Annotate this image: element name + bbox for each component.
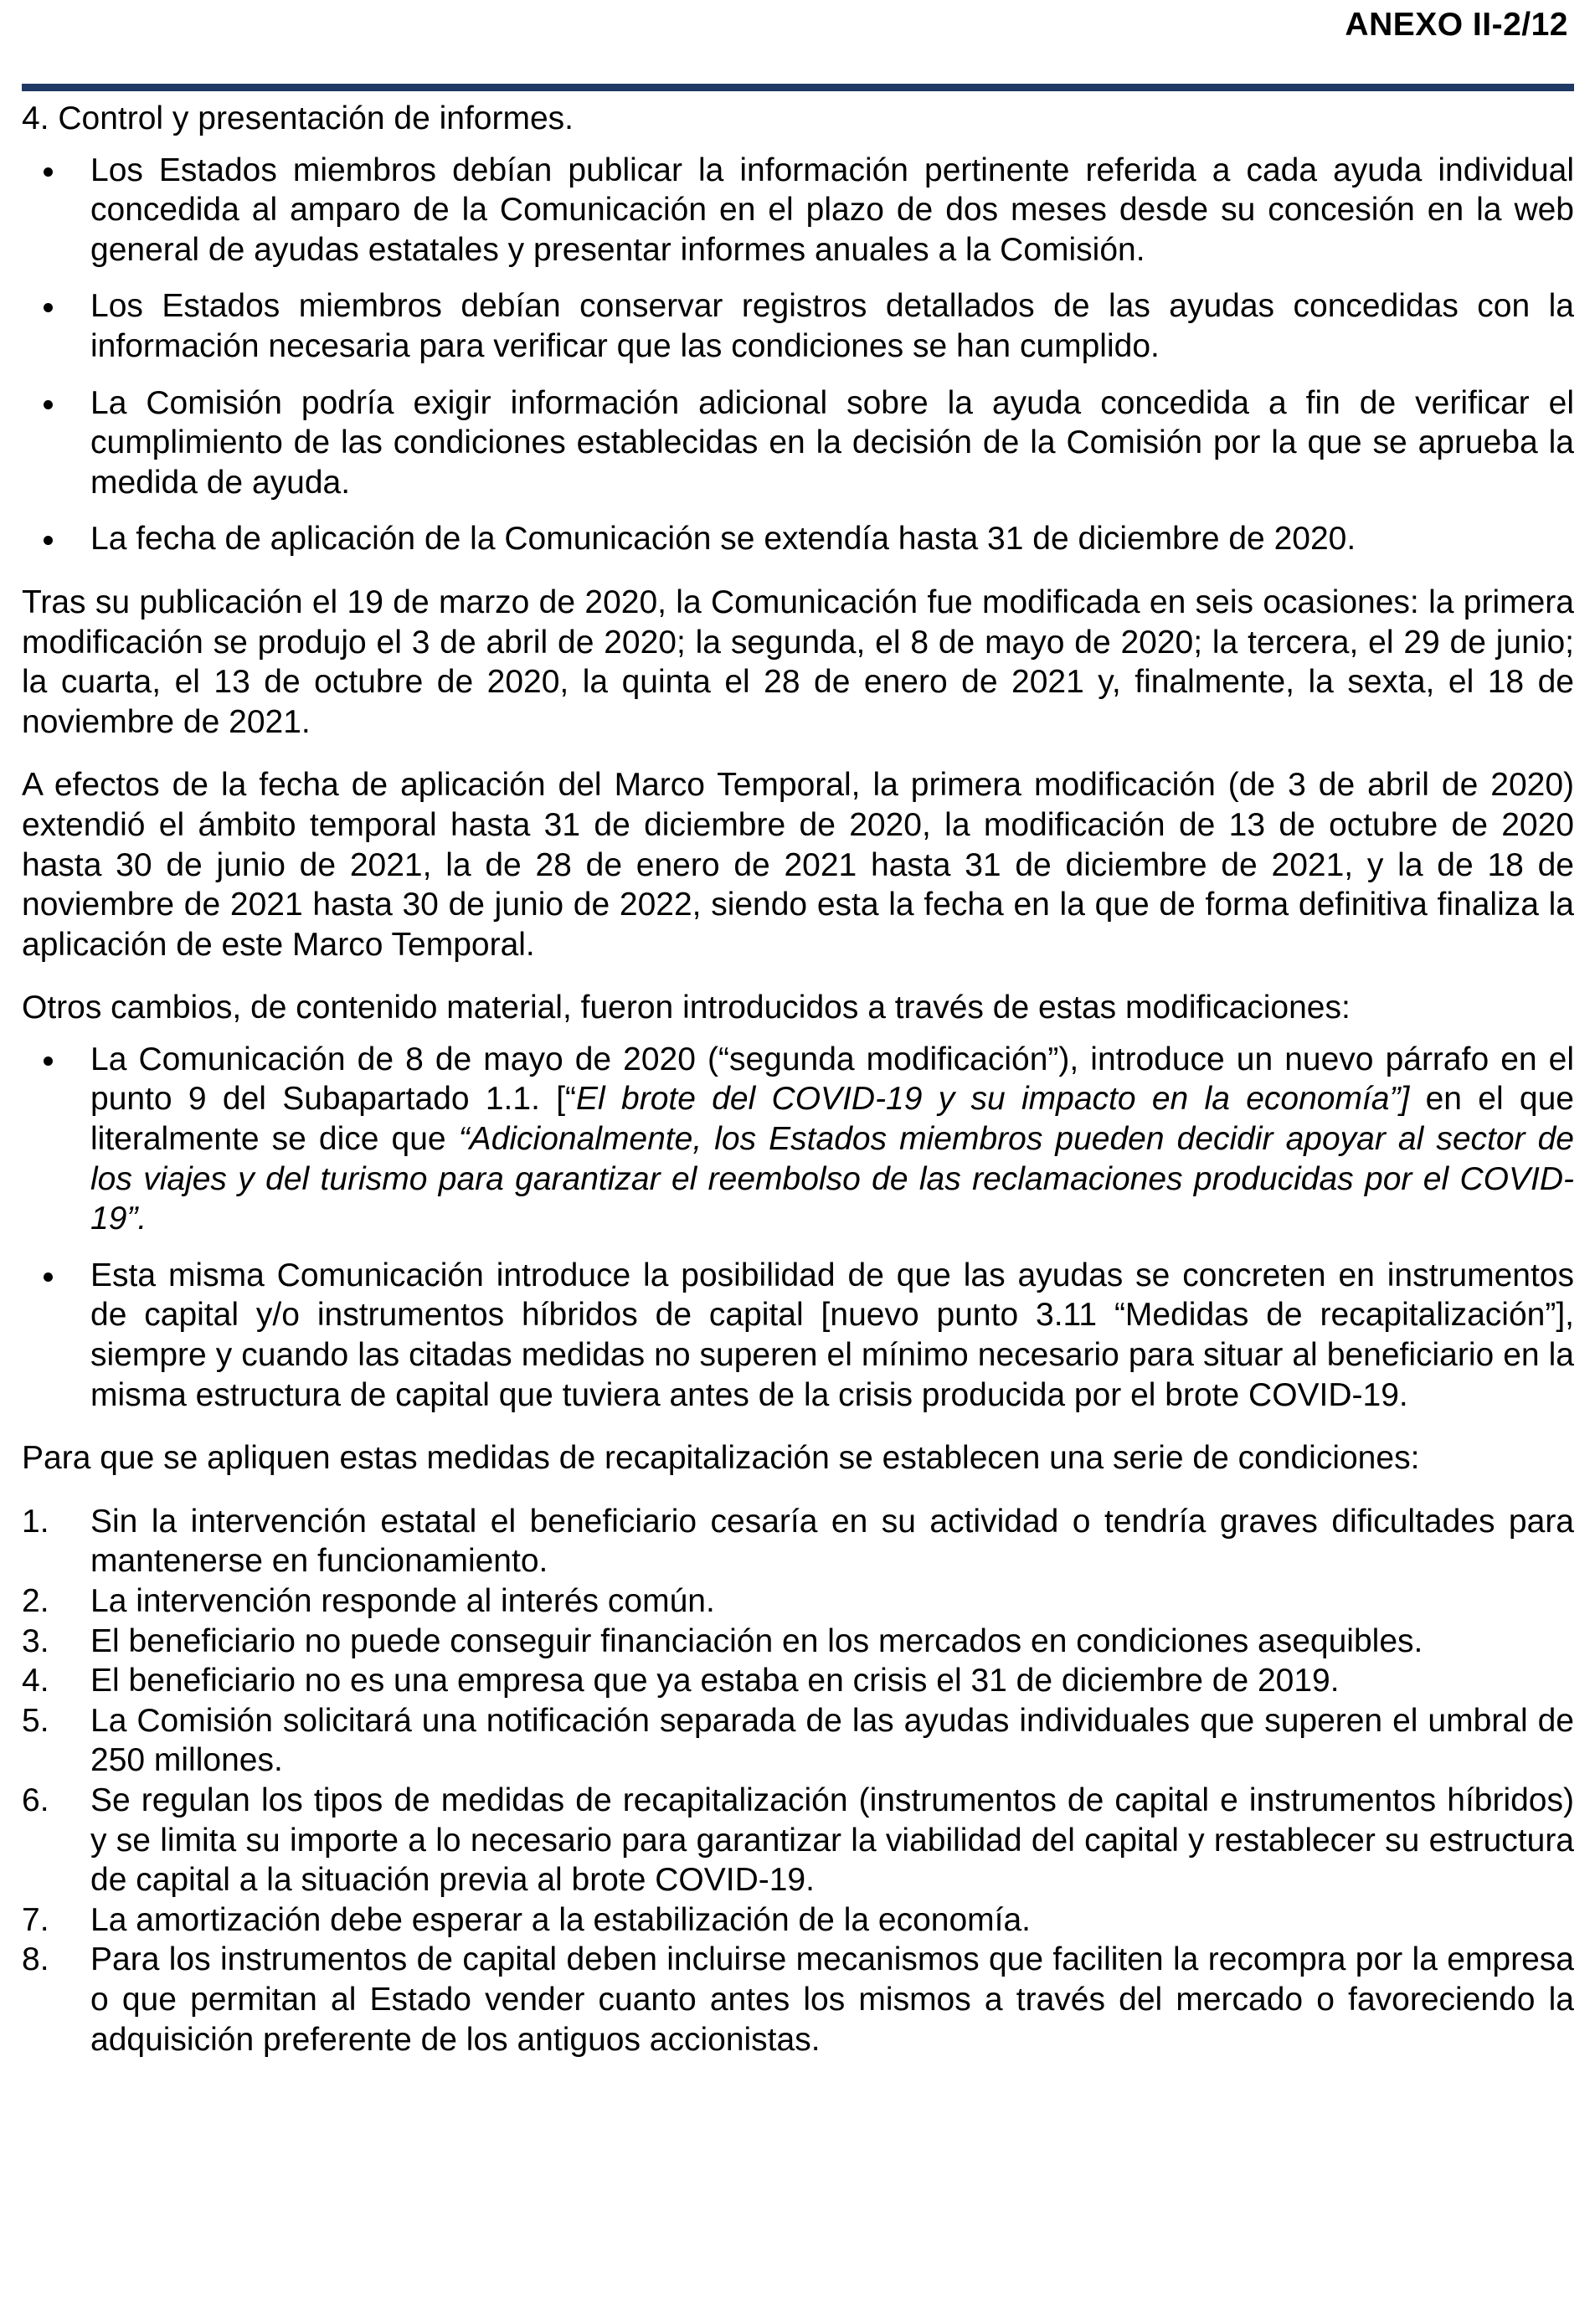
bullet-dot-icon	[44, 167, 53, 177]
condition-item	[22, 1781, 1574, 1900]
condition-text: La intervención responde al interés común.	[90, 1583, 715, 1619]
condition-item	[22, 1701, 1574, 1781]
bullet-text: Esta misma Comunicación introduce la posibilidad de que las ayudas se concreten en instrumentos de capital y/o instrumentos híbridos de capital [nuevo punto 3.11 “Medidas de recapitalización”], siempre y cuando las citadas medidas no superen el mínimo necesario para situar al beneficiario en la misma estructura de capital que tuviera antes de la crisis producida por el brote COVID-19.	[90, 1257, 1574, 1413]
condition-text: La Comisión solicitará una notificación separada de las ayudas individuales que superen el umbral de 250 millones.	[90, 1702, 1574, 1779]
bullet-text: en el que literalmente se dice que	[90, 1081, 1574, 1158]
condition-text: El beneficiario no es una empresa que ya estaba en crisis el 31 de diciembre de 2019.	[90, 1663, 1340, 1699]
condition-item	[22, 1502, 1574, 1581]
annex-page-label: ANEXO II-2/12	[1345, 7, 1568, 43]
bullet-dot-icon	[44, 400, 53, 409]
paragraph-conditions-intro: Para que se apliquen estas medidas de recapitalización se establecen una serie de condiciones:	[22, 1440, 1420, 1477]
paragraph-application-dates: A efectos de la fecha de aplicación del Marco Temporal, la primera modificación (de 3 de abril de 2020) extendió el ámbito temporal hasta 31 de diciembre de 2020, la modificación de 13 de octubre de 2020 hasta 30 de junio de 2021, la de 28 de enero de 2021 hasta 31 de diciembre de 2021, y la de 18 de noviembre de 2021 hasta 30 de junio de 2022, siendo esta la fecha en la que de forma definitiva finaliza la aplicación de este Marco Temporal.	[22, 767, 1574, 963]
condition-number: 6.	[22, 1782, 49, 1818]
bullet-item	[22, 1040, 1574, 1239]
bullet-text: Los Estados miembros debían conservar registros detallados de las ayudas concedidas con la información necesaria para verificar que las condiciones se han cumplido.	[90, 288, 1574, 364]
header-divider	[22, 84, 1574, 91]
condition-number: 1.	[22, 1503, 49, 1540]
bullet-text: La Comisión podría exigir información adicional sobre la ayuda concedida a fin de verificar el cumplimiento de las condiciones establecidas en la decisión de la Comisión por la que se aprueba la medida de ayuda.	[90, 384, 1574, 501]
condition-item	[22, 1900, 1574, 1941]
bullet-italic-text: El brote del COVID-19 y su impacto en la economía”]	[576, 1081, 1410, 1118]
condition-item	[22, 1581, 1574, 1622]
bullet-text: Los Estados miembros debían publicar la información pertinente referida a cada ayuda individual concedida al amparo de la Comunicación en el plazo de dos meses desde su concesión en la web general de ayudas estatales y presentar informes anuales a la Comisión.	[90, 152, 1574, 268]
condition-item	[22, 1622, 1574, 1662]
condition-number: 2.	[22, 1583, 49, 1619]
bullet-dot-icon	[44, 303, 53, 312]
bullet-text: La Comunicación de 8 de mayo de 2020 (“segunda modificación”), introduce un nuevo párrafo en el punto 9 del Subapartado 1.1. [“	[90, 1041, 1574, 1118]
bullet-dot-icon	[44, 536, 53, 545]
condition-number: 8.	[22, 1941, 49, 1978]
paragraph-modifications: Tras su publicación el 19 de marzo de 2020, la Comunicación fue modificada en seis ocasiones: la primera modificación se produjo el 3 de abril de 2020; la segunda, el 8 de mayo de 2020; la tercera, el 29 de junio; la cuarta, el 13 de octubre de 2020, la quinta el 28 de enero de 2021 y, finalmente, la sexta, el 18 de noviembre de 2021.	[22, 584, 1574, 740]
condition-text: Sin la intervención estatal el beneficiario cesaría en su actividad o tendría graves dificultades para mantenerse en funcionamiento.	[90, 1503, 1574, 1580]
section-heading: 4. Control y presentación de informes.	[22, 100, 574, 136]
bullet-dot-icon	[44, 1057, 53, 1066]
condition-number: 3.	[22, 1622, 49, 1659]
document-body	[22, 99, 1574, 2059]
condition-number: 4.	[22, 1663, 49, 1699]
bullet-item	[22, 383, 1574, 503]
condition-item	[22, 1940, 1574, 2059]
changes-bullet-list	[22, 1040, 1574, 1415]
bullet-italic-quote: “Adicionalmente, los Estados miembros pueden decidir apoyar al sector de los viajes y del turismo para garantizar el reembolso de las reclamaciones producidas por el COVID-19”.	[90, 1121, 1574, 1237]
paragraph-other-changes: Otros cambios, de contenido material, fueron introducidos a través de estas modificaciones:	[22, 990, 1351, 1026]
bullet-item	[22, 286, 1574, 366]
reporting-bullet-list	[22, 151, 1574, 559]
bullet-item	[22, 151, 1574, 270]
condition-number: 5.	[22, 1702, 49, 1739]
condition-text: La amortización debe esperar a la estabilización de la economía.	[90, 1901, 1032, 1938]
condition-text: El beneficiario no puede conseguir financiación en los mercados en condiciones asequibles.	[90, 1622, 1423, 1659]
bullet-item	[22, 1256, 1574, 1415]
condition-text: Se regulan los tipos de medidas de recapitalización (instrumentos de capital e instrumentos híbridos) y se limita su importe a lo necesario para garantizar la viabilidad del capital y restablecer su estructura de capital a la situación previa al brote COVID-19.	[90, 1782, 1574, 1899]
bullet-item	[22, 519, 1574, 559]
conditions-list	[22, 1502, 1574, 2059]
condition-number: 7.	[22, 1901, 49, 1938]
condition-item	[22, 1661, 1574, 1701]
bullet-text: La fecha de aplicación de la Comunicación se extendía hasta 31 de diciembre de 2020.	[90, 521, 1356, 558]
bullet-dot-icon	[44, 1273, 53, 1282]
condition-text: Para los instrumentos de capital deben incluirse mecanismos que faciliten la recompra por la empresa o que permitan al Estado vender cuanto antes los mismos a través del mercado o favoreciendo la adquisición preferente de los antiguos accionistas.	[90, 1941, 1574, 2058]
